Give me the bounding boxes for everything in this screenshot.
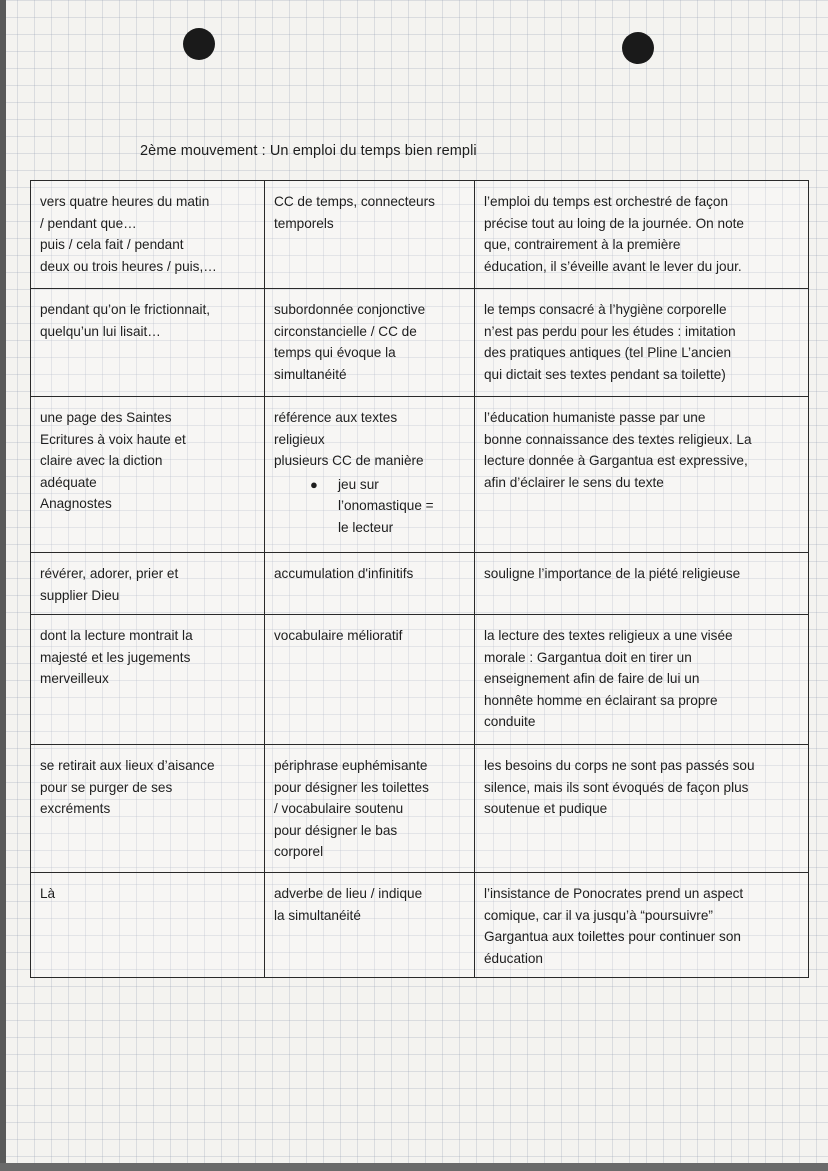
quote-cell: se retirait aux lieux d’aisance pour se purger de ses excréments [31,745,265,873]
table-row [31,873,809,978]
interpretation-cell: l’éducation humaniste passe par une bonne connaissance des textes religieux. La lecture donnée à Gargantua est expressive, afin d’éclairer le sens du texte [475,397,809,553]
device-cell: CC de temps, connecteurs temporels [265,181,475,289]
table-row [31,615,809,745]
table-row [31,289,809,397]
device-cell: périphrase euphémisante pour désigner les toilettes / vocabulaire soutenu pour désigner le bas corporel [265,745,475,873]
interpretation-cell: l’insistance de Ponocrates prend un aspect comique, car il va jusqu’à “poursuivre” Gargantua aux toilettes pour continuer son éducation [475,873,809,978]
device-cell: subordonnée conjonctive circonstancielle / CC de temps qui évoque la simultanéité [265,289,475,397]
quote-cell: vers quatre heures du matin / pendant que… puis / cela fait / pendant deux ou trois heures / puis,… [31,181,265,289]
table-row [31,553,809,615]
device-cell: vocabulaire mélioratif [265,615,475,745]
table-row [31,397,809,553]
punch-hole-left [183,28,215,60]
bullet-icon: ● [310,476,318,492]
bullet-item: ● jeu sur l’onomastique = le lecteur [310,474,466,539]
device-cell: référence aux textes religieux plusieurs CC de manière ● jeu sur l’onomastique = le lecteur [265,397,475,553]
page-title: 2ème mouvement : Un emploi du temps bien rempli [140,143,477,159]
quote-cell: pendant qu’on le frictionnait, quelqu’un lui lisait… [31,289,265,397]
quote-cell: Là [31,873,265,978]
page-bottom-edge [0,1163,828,1171]
device-cell: accumulation d'infinitifs [265,553,475,615]
interpretation-cell: la lecture des textes religieux a une visée morale : Gargantua doit en tirer un enseignement afin de faire de lui un honnête homme en éclairant sa propre conduite [475,615,809,745]
table-row [31,181,809,289]
device-cell: adverbe de lieu / indique la simultanéité [265,873,475,978]
quote-cell: révérer, adorer, prier et supplier Dieu [31,553,265,615]
interpretation-cell: l’emploi du temps est orchestré de façon précise tout au loing de la journée. On note que, contrairement à la première éducation, il s’éveille avant le lever du jour. [475,181,809,289]
page-edge [0,0,6,1171]
analysis-table [30,180,809,978]
punch-hole-right [622,32,654,64]
interpretation-cell: les besoins du corps ne sont pas passés sou silence, mais ils sont évoqués de façon plus soutenue et pudique [475,745,809,873]
interpretation-cell: le temps consacré à l’hygiène corporelle n’est pas perdu pour les études : imitation des pratiques antiques (tel Pline L’ancien qui dictait ses textes pendant sa toilette) [475,289,809,397]
interpretation-cell: souligne l’importance de la piété religieuse [475,553,809,615]
table-row [31,745,809,873]
quote-cell: dont la lecture montrait la majesté et les jugements merveilleux [31,615,265,745]
quote-cell: une page des Saintes Ecritures à voix haute et claire avec la diction adéquate Anagnostes [31,397,265,553]
